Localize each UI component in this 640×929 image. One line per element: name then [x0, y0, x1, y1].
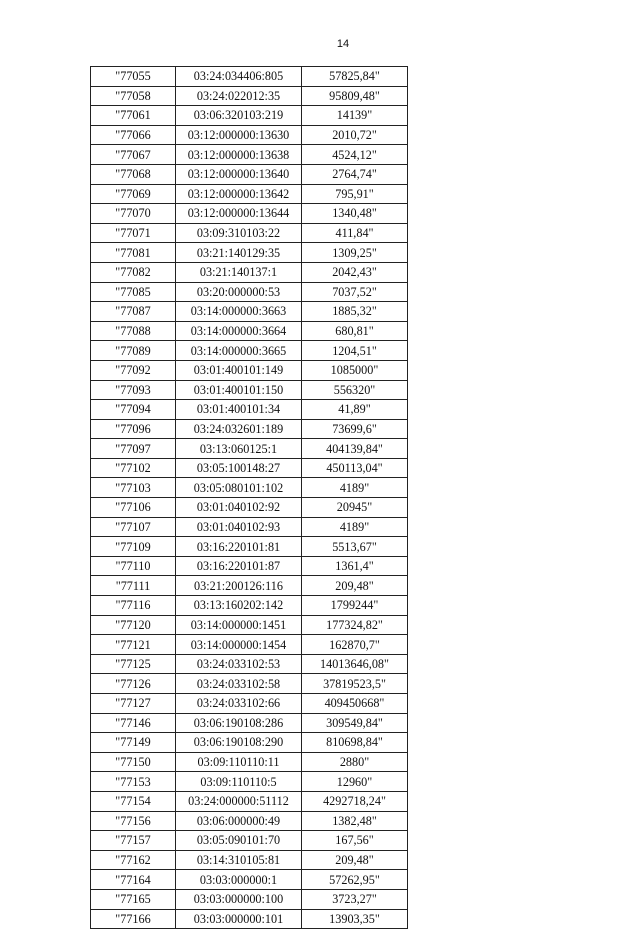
- value-cell: 4189": [302, 478, 408, 498]
- value-cell: 57825,84": [302, 67, 408, 87]
- value-cell: 1085000": [302, 360, 408, 380]
- table-row: [91, 498, 408, 518]
- value-cell: 73699,6": [302, 419, 408, 439]
- value-cell: 450113,04": [302, 458, 408, 478]
- value-cell: 4292718,24": [302, 791, 408, 811]
- value-cell: 2010,72": [302, 125, 408, 145]
- record-number-cell: "77058: [91, 86, 176, 106]
- table-row: [91, 654, 408, 674]
- value-cell: 556320": [302, 380, 408, 400]
- record-number-cell: "77154: [91, 791, 176, 811]
- record-number-cell: "77107: [91, 517, 176, 537]
- record-number-cell: "77082: [91, 262, 176, 282]
- cadastral-number-cell: 03:03:000000:100: [176, 889, 302, 909]
- cadastral-number-cell: 03:14:000000:3665: [176, 341, 302, 361]
- record-number-cell: "77127: [91, 694, 176, 714]
- cadastral-number-cell: 03:24:033102:58: [176, 674, 302, 694]
- value-cell: 13903,35": [302, 909, 408, 929]
- value-cell: 1340,48": [302, 204, 408, 224]
- cadastral-number-cell: 03:24:033102:53: [176, 654, 302, 674]
- table-row: [91, 596, 408, 616]
- value-cell: 209,48": [302, 576, 408, 596]
- record-number-cell: "77068: [91, 164, 176, 184]
- cadastral-number-cell: 03:21:200126:116: [176, 576, 302, 596]
- value-cell: 2880": [302, 752, 408, 772]
- cadastral-number-cell: 03:16:220101:87: [176, 556, 302, 576]
- cadastral-number-cell: 03:24:022012:35: [176, 86, 302, 106]
- value-cell: 41,89": [302, 400, 408, 420]
- record-number-cell: "77087: [91, 302, 176, 322]
- page-number: 14: [336, 38, 350, 50]
- record-number-cell: "77164: [91, 870, 176, 890]
- record-number-cell: "77085: [91, 282, 176, 302]
- cadastral-number-cell: 03:06:320103:219: [176, 106, 302, 126]
- table-row: [91, 733, 408, 753]
- table-row: [91, 517, 408, 537]
- table-row: [91, 360, 408, 380]
- table-row: [91, 341, 408, 361]
- table-row: [91, 67, 408, 87]
- cadastral-number-cell: 03:21:140137:1: [176, 262, 302, 282]
- value-cell: 4524,12": [302, 145, 408, 165]
- record-number-cell: "77125: [91, 654, 176, 674]
- cadastral-number-cell: 03:03:000000:1: [176, 870, 302, 890]
- record-number-cell: "77102: [91, 458, 176, 478]
- cadastral-number-cell: 03:14:310105:81: [176, 850, 302, 870]
- table-row: [91, 223, 408, 243]
- record-number-cell: "77066: [91, 125, 176, 145]
- table-row: [91, 752, 408, 772]
- value-cell: 404139,84": [302, 439, 408, 459]
- cadastral-number-cell: 03:06:190108:290: [176, 733, 302, 753]
- record-number-cell: "77121: [91, 635, 176, 655]
- cadastral-number-cell: 03:06:190108:286: [176, 713, 302, 733]
- cadastral-number-cell: 03:01:400101:150: [176, 380, 302, 400]
- table-row: [91, 380, 408, 400]
- value-cell: 177324,82": [302, 615, 408, 635]
- record-number-cell: "77061: [91, 106, 176, 126]
- record-number-cell: "77081: [91, 243, 176, 263]
- record-number-cell: "77106: [91, 498, 176, 518]
- record-number-cell: "77070: [91, 204, 176, 224]
- record-number-cell: "77069: [91, 184, 176, 204]
- cadastral-number-cell: 03:16:220101:81: [176, 537, 302, 557]
- record-number-cell: "77120: [91, 615, 176, 635]
- cadastral-number-cell: 03:12:000000:13644: [176, 204, 302, 224]
- cadastral-number-cell: 03:24:034406:805: [176, 67, 302, 87]
- value-cell: 1885,32": [302, 302, 408, 322]
- table-row: [91, 400, 408, 420]
- record-number-cell: "77116: [91, 596, 176, 616]
- record-number-cell: "77153: [91, 772, 176, 792]
- value-cell: 12960": [302, 772, 408, 792]
- table-row: [91, 831, 408, 851]
- cadastral-number-cell: 03:06:000000:49: [176, 811, 302, 831]
- value-cell: 14013646,08": [302, 654, 408, 674]
- table-row: [91, 302, 408, 322]
- value-cell: 1799244": [302, 596, 408, 616]
- cadastral-number-cell: 03:03:000000:101: [176, 909, 302, 929]
- record-number-cell: "77067: [91, 145, 176, 165]
- cadastral-number-cell: 03:09:110110:11: [176, 752, 302, 772]
- table-row: [91, 889, 408, 909]
- table-row: [91, 635, 408, 655]
- table-row: [91, 674, 408, 694]
- record-number-cell: "77157: [91, 831, 176, 851]
- record-number-cell: "77088: [91, 321, 176, 341]
- cadastral-number-cell: 03:05:080101:102: [176, 478, 302, 498]
- value-cell: 3723,27": [302, 889, 408, 909]
- cadastral-number-cell: 03:24:032601:189: [176, 419, 302, 439]
- table-row: [91, 262, 408, 282]
- table-row: [91, 439, 408, 459]
- table-row: [91, 419, 408, 439]
- cadastral-number-cell: 03:14:000000:3663: [176, 302, 302, 322]
- cadastral-number-cell: 03:01:040102:93: [176, 517, 302, 537]
- record-number-cell: "77055: [91, 67, 176, 87]
- cadastral-number-cell: 03:13:160202:142: [176, 596, 302, 616]
- records-table-body: [91, 67, 408, 929]
- records-table: [90, 66, 408, 929]
- table-row: [91, 184, 408, 204]
- cadastral-number-cell: 03:24:000000:51112: [176, 791, 302, 811]
- cadastral-number-cell: 03:09:310103:22: [176, 223, 302, 243]
- value-cell: 7037,52": [302, 282, 408, 302]
- table-row: [91, 478, 408, 498]
- table-row: [91, 458, 408, 478]
- record-number-cell: "77092: [91, 360, 176, 380]
- record-number-cell: "77089: [91, 341, 176, 361]
- table-row: [91, 321, 408, 341]
- table-row: [91, 106, 408, 126]
- cadastral-number-cell: 03:24:033102:66: [176, 694, 302, 714]
- cadastral-number-cell: 03:21:140129:35: [176, 243, 302, 263]
- record-number-cell: "77149: [91, 733, 176, 753]
- value-cell: 309549,84": [302, 713, 408, 733]
- record-number-cell: "77166: [91, 909, 176, 929]
- value-cell: 810698,84": [302, 733, 408, 753]
- table-row: [91, 204, 408, 224]
- record-number-cell: "77109: [91, 537, 176, 557]
- record-number-cell: "77096: [91, 419, 176, 439]
- value-cell: 167,56": [302, 831, 408, 851]
- cadastral-number-cell: 03:12:000000:13642: [176, 184, 302, 204]
- record-number-cell: "77111: [91, 576, 176, 596]
- cadastral-number-cell: 03:14:000000:3664: [176, 321, 302, 341]
- cadastral-number-cell: 03:12:000000:13630: [176, 125, 302, 145]
- value-cell: 209,48": [302, 850, 408, 870]
- table-row: [91, 86, 408, 106]
- value-cell: 4189": [302, 517, 408, 537]
- cadastral-number-cell: 03:14:000000:1454: [176, 635, 302, 655]
- cadastral-number-cell: 03:12:000000:13640: [176, 164, 302, 184]
- record-number-cell: "77110: [91, 556, 176, 576]
- record-number-cell: "77146: [91, 713, 176, 733]
- table-row: [91, 615, 408, 635]
- table-row: [91, 791, 408, 811]
- table-row: [91, 164, 408, 184]
- value-cell: 411,84": [302, 223, 408, 243]
- table-row: [91, 772, 408, 792]
- cadastral-number-cell: 03:12:000000:13638: [176, 145, 302, 165]
- table-row: [91, 125, 408, 145]
- table-row: [91, 870, 408, 890]
- value-cell: 37819523,5": [302, 674, 408, 694]
- value-cell: 20945": [302, 498, 408, 518]
- value-cell: 409450668": [302, 694, 408, 714]
- cadastral-number-cell: 03:01:040102:92: [176, 498, 302, 518]
- value-cell: 1361,4": [302, 556, 408, 576]
- value-cell: 1309,25": [302, 243, 408, 263]
- record-number-cell: "77165: [91, 889, 176, 909]
- value-cell: 680,81": [302, 321, 408, 341]
- table-row: [91, 576, 408, 596]
- table-row: [91, 713, 408, 733]
- value-cell: 2764,74": [302, 164, 408, 184]
- value-cell: 2042,43": [302, 262, 408, 282]
- table-row: [91, 537, 408, 557]
- record-number-cell: "77094: [91, 400, 176, 420]
- table-row: [91, 145, 408, 165]
- table-row: [91, 694, 408, 714]
- value-cell: 795,91": [302, 184, 408, 204]
- record-number-cell: "77126: [91, 674, 176, 694]
- cadastral-number-cell: 03:14:000000:1451: [176, 615, 302, 635]
- table-row: [91, 282, 408, 302]
- cadastral-number-cell: 03:01:400101:149: [176, 360, 302, 380]
- record-number-cell: "77097: [91, 439, 176, 459]
- cadastral-number-cell: 03:05:090101:70: [176, 831, 302, 851]
- table-row: [91, 556, 408, 576]
- record-number-cell: "77150: [91, 752, 176, 772]
- value-cell: 95809,48": [302, 86, 408, 106]
- record-number-cell: "77162: [91, 850, 176, 870]
- record-number-cell: "77103: [91, 478, 176, 498]
- table-row: [91, 850, 408, 870]
- value-cell: 57262,95": [302, 870, 408, 890]
- table-row: [91, 909, 408, 929]
- cadastral-number-cell: 03:05:100148:27: [176, 458, 302, 478]
- table-row: [91, 243, 408, 263]
- record-number-cell: "77093: [91, 380, 176, 400]
- value-cell: 1204,51": [302, 341, 408, 361]
- value-cell: 1382,48": [302, 811, 408, 831]
- record-number-cell: "77156: [91, 811, 176, 831]
- cadastral-number-cell: 03:20:000000:53: [176, 282, 302, 302]
- cadastral-number-cell: 03:01:400101:34: [176, 400, 302, 420]
- cadastral-number-cell: 03:09:110110:5: [176, 772, 302, 792]
- record-number-cell: "77071: [91, 223, 176, 243]
- cadastral-number-cell: 03:13:060125:1: [176, 439, 302, 459]
- value-cell: 5513,67": [302, 537, 408, 557]
- value-cell: 162870,7": [302, 635, 408, 655]
- table-row: [91, 811, 408, 831]
- value-cell: 14139": [302, 106, 408, 126]
